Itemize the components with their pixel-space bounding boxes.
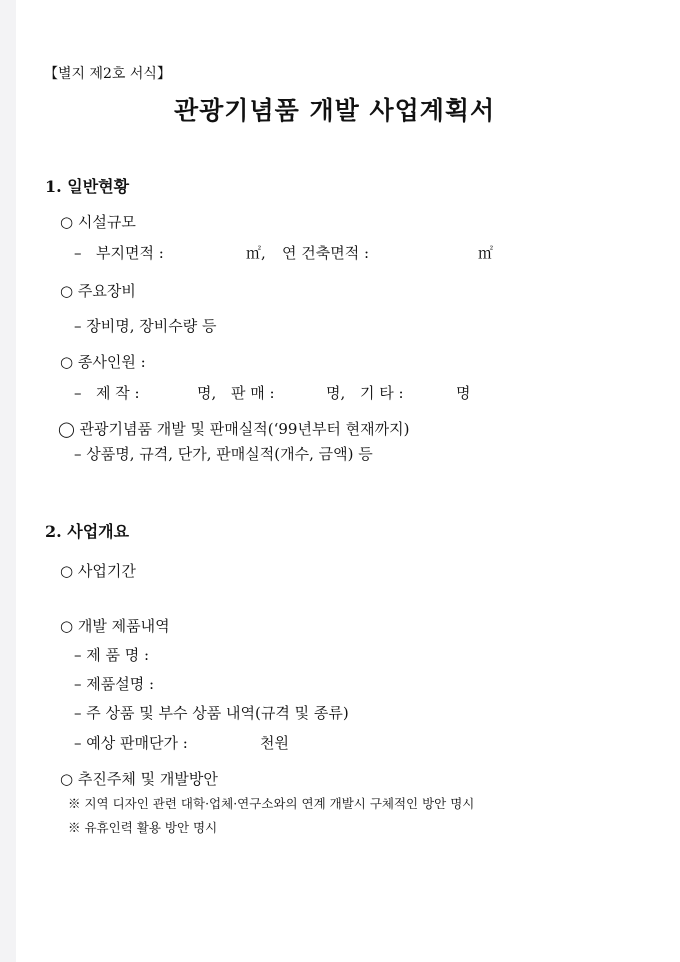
section-heading-general-status: 1. 일반현황 [45,177,130,196]
note-idle-workforce: ※ 유휴인력 활용 방안 명시 [68,820,218,835]
document-title: 관광기념품 개발 사업계획서 [174,96,496,125]
product-items-field: – 주 상품 및 부수 상품 내역(규격 및 종류) [74,704,349,722]
bullet-project-period: ○ 사업기간 [60,562,136,580]
section-heading-project-overview: 2. 사업개요 [45,522,130,541]
staff-production-label: 제 작 : [96,384,140,402]
staff-other-unit: 명 [456,384,471,402]
sales-record-detail: – 상품명, 규격, 단가, 판매실적(개수, 금액) 등 [74,445,373,463]
expected-price-unit: 천원 [260,734,289,752]
staff-sales-unit: 명, [326,384,346,402]
floor-area-unit: ㎡ [478,244,494,262]
dash-staff: – [74,384,82,402]
floor-area-label: 연 건축면적 : [282,244,370,262]
dash-facility: – [74,244,82,262]
staff-production-unit: 명, [197,384,217,402]
equipment-detail: – 장비명, 장비수량 등 [74,317,217,335]
product-name-field: – 제 품 명 : [74,646,150,664]
bullet-sales-record: ◯ 관광기념품 개발 및 판매실적(‘99년부터 현재까지) [58,420,410,438]
bullet-staff: ○ 종사인원 : [60,353,146,371]
form-label: 【별지 제2호 서식】 [44,66,171,82]
product-description-field: – 제품설명 : [74,675,155,693]
staff-sales-label: 판 매 : [231,384,275,402]
note-regional-collaboration: ※ 지역 디자인 관련 대학·업체·연구소와의 연계 개발시 구체적인 방안 명시 [68,796,475,811]
site-area-unit: ㎡, [246,244,266,262]
bullet-development-plan: ○ 추진주체 및 개발방안 [60,770,218,788]
bullet-main-equipment: ○ 주요장비 [60,282,136,300]
bullet-facility-scale: ○ 시설규모 [60,213,136,231]
staff-other-label: 기 타 : [360,384,404,402]
expected-price-field: – 예상 판매단가 : [74,734,188,752]
document-page [16,0,680,962]
bullet-product-details: ○ 개발 제품내역 [60,617,170,635]
site-area-label: 부지면적 : [96,244,164,262]
